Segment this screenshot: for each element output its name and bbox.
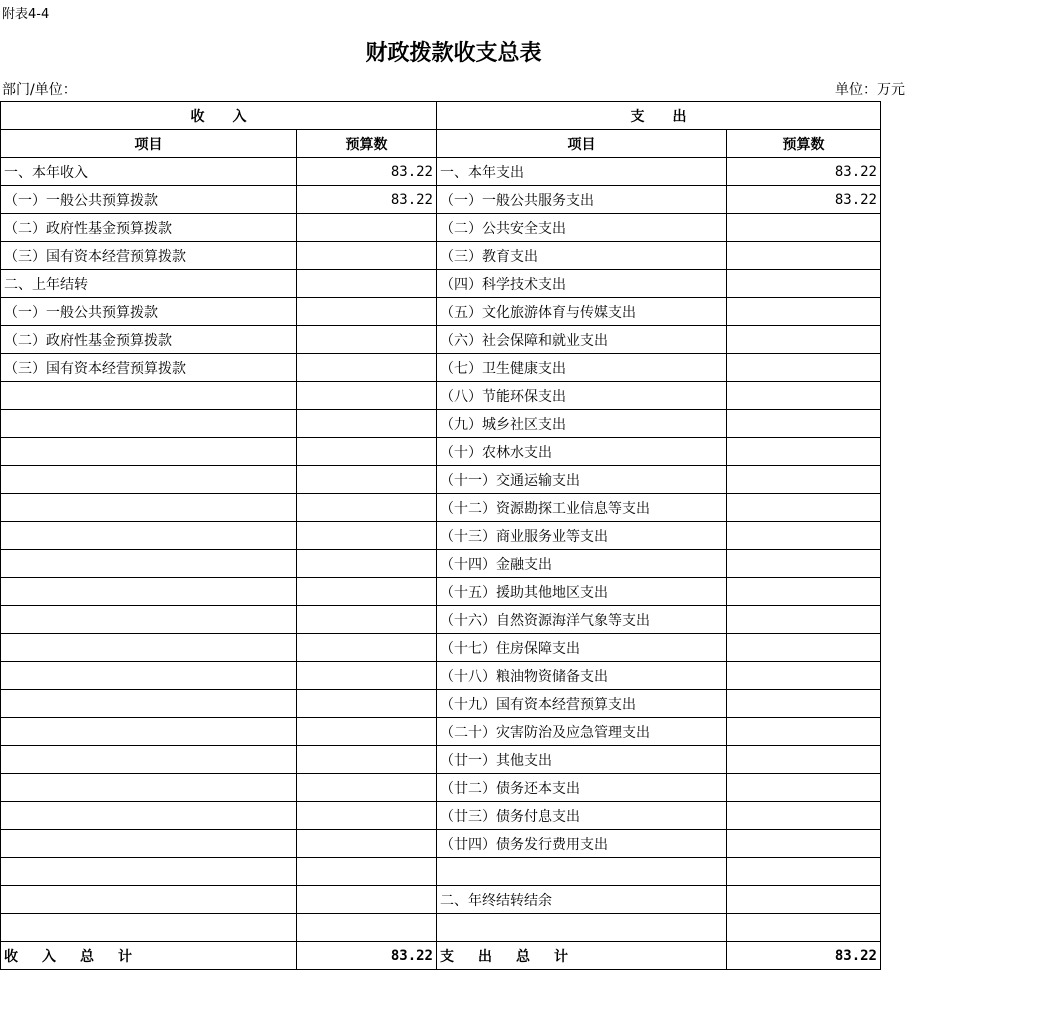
income-total-label: 收入总计 bbox=[1, 942, 297, 970]
income-value-cell bbox=[297, 298, 437, 326]
income-budget-col-header: 预算数 bbox=[297, 130, 437, 158]
expense-item-cell: （十一）交通运输支出 bbox=[437, 466, 727, 494]
income-value-cell bbox=[297, 438, 437, 466]
expense-item-cell bbox=[437, 858, 727, 886]
income-value-cell bbox=[297, 522, 437, 550]
income-value-cell bbox=[297, 578, 437, 606]
budget-table bbox=[0, 101, 881, 970]
page-title: 财政拨款收支总表 bbox=[365, 40, 542, 66]
expense-item-cell: （十四）金融支出 bbox=[437, 550, 727, 578]
income-item-cell bbox=[1, 410, 297, 438]
income-item-col-header: 项目 bbox=[1, 130, 297, 158]
expense-value-cell bbox=[727, 410, 881, 438]
expense-value-cell bbox=[727, 494, 881, 522]
expense-value-cell bbox=[727, 270, 881, 298]
income-item-cell: （二）政府性基金预算拨款 bbox=[1, 214, 297, 242]
income-value-cell bbox=[297, 886, 437, 914]
expense-header: 支 出 bbox=[437, 102, 881, 130]
income-header: 收 入 bbox=[1, 102, 437, 130]
income-value-cell bbox=[297, 550, 437, 578]
income-value-cell bbox=[297, 242, 437, 270]
expense-item-cell: （十）农林水支出 bbox=[437, 438, 727, 466]
income-item-cell bbox=[1, 830, 297, 858]
expense-value-cell bbox=[727, 690, 881, 718]
table-row bbox=[1, 858, 881, 886]
income-value-cell bbox=[297, 690, 437, 718]
table-row bbox=[1, 242, 881, 270]
income-value-cell bbox=[297, 634, 437, 662]
table-row bbox=[1, 214, 881, 242]
expense-item-cell: （廿三）债务付息支出 bbox=[437, 802, 727, 830]
income-item-cell bbox=[1, 774, 297, 802]
expense-item-cell: （三）教育支出 bbox=[437, 242, 727, 270]
table-row bbox=[1, 802, 881, 830]
income-value-cell bbox=[297, 214, 437, 242]
unit-label: 单位：万元 bbox=[835, 82, 905, 98]
income-value-cell bbox=[297, 606, 437, 634]
income-item-cell bbox=[1, 578, 297, 606]
table-row bbox=[1, 270, 881, 298]
department-label: 部门/单位： bbox=[2, 82, 77, 98]
expense-value-cell bbox=[727, 578, 881, 606]
expense-item-cell: 二、年终结转结余 bbox=[437, 886, 727, 914]
table-row bbox=[1, 354, 881, 382]
income-item-cell: （三）国有资本经营预算拨款 bbox=[1, 354, 297, 382]
income-item-cell: （二）政府性基金预算拨款 bbox=[1, 326, 297, 354]
table-row bbox=[1, 662, 881, 690]
table-row bbox=[1, 494, 881, 522]
expense-total-value: 83.22 bbox=[727, 942, 881, 970]
income-value-cell bbox=[297, 270, 437, 298]
income-item-cell bbox=[1, 494, 297, 522]
expense-item-cell: （十六）自然资源海洋气象等支出 bbox=[437, 606, 727, 634]
expense-item-cell: （五）文化旅游体育与传媒支出 bbox=[437, 298, 727, 326]
expense-item-cell: （廿四）债务发行费用支出 bbox=[437, 830, 727, 858]
expense-value-cell bbox=[727, 634, 881, 662]
income-item-cell bbox=[1, 438, 297, 466]
expense-item-cell: （十七）住房保障支出 bbox=[437, 634, 727, 662]
table-row bbox=[1, 746, 881, 774]
expense-item-cell: （七）卫生健康支出 bbox=[437, 354, 727, 382]
table-row bbox=[1, 410, 881, 438]
expense-item-cell: （二）公共安全支出 bbox=[437, 214, 727, 242]
income-value-cell bbox=[297, 410, 437, 438]
expense-value-cell bbox=[727, 858, 881, 886]
income-item-cell bbox=[1, 382, 297, 410]
income-item-cell bbox=[1, 858, 297, 886]
expense-item-cell: （二十）灾害防治及应急管理支出 bbox=[437, 718, 727, 746]
table-row bbox=[1, 158, 881, 186]
income-item-cell bbox=[1, 718, 297, 746]
income-total-value: 83.22 bbox=[297, 942, 437, 970]
income-value-cell bbox=[297, 802, 437, 830]
income-value-cell bbox=[297, 830, 437, 858]
expense-value-cell bbox=[727, 802, 881, 830]
expense-value-cell bbox=[727, 326, 881, 354]
expense-value-cell bbox=[727, 438, 881, 466]
expense-value-cell bbox=[727, 354, 881, 382]
table-row bbox=[1, 466, 881, 494]
expense-item-cell: （廿二）债务还本支出 bbox=[437, 774, 727, 802]
table-row bbox=[1, 886, 881, 914]
expense-value-cell: 83.22 bbox=[727, 186, 881, 214]
table-row bbox=[1, 382, 881, 410]
income-item-cell bbox=[1, 914, 297, 942]
table-row bbox=[1, 718, 881, 746]
table-row bbox=[1, 298, 881, 326]
table-row bbox=[1, 438, 881, 466]
expense-value-cell bbox=[727, 242, 881, 270]
income-item-cell bbox=[1, 690, 297, 718]
expense-value-cell: 83.22 bbox=[727, 158, 881, 186]
expense-value-cell bbox=[727, 466, 881, 494]
income-value-cell bbox=[297, 746, 437, 774]
expense-value-cell bbox=[727, 914, 881, 942]
income-item-cell bbox=[1, 550, 297, 578]
income-item-cell: （一）一般公共预算拨款 bbox=[1, 298, 297, 326]
expense-item-cell: （四）科学技术支出 bbox=[437, 270, 727, 298]
income-value-cell bbox=[297, 494, 437, 522]
expense-value-cell bbox=[727, 718, 881, 746]
table-row bbox=[1, 914, 881, 942]
expense-value-cell bbox=[727, 886, 881, 914]
income-value-cell: 83.22 bbox=[297, 158, 437, 186]
expense-value-cell bbox=[727, 382, 881, 410]
attachment-label: 附表4-4 bbox=[2, 7, 50, 22]
expense-total-label: 支出总计 bbox=[437, 942, 727, 970]
expense-value-cell bbox=[727, 522, 881, 550]
expense-budget-col-header: 预算数 bbox=[727, 130, 881, 158]
income-value-cell bbox=[297, 914, 437, 942]
expense-value-cell bbox=[727, 214, 881, 242]
expense-item-cell: （十五）援助其他地区支出 bbox=[437, 578, 727, 606]
expense-item-cell: （十三）商业服务业等支出 bbox=[437, 522, 727, 550]
income-value-cell bbox=[297, 858, 437, 886]
income-item-cell: （一）一般公共预算拨款 bbox=[1, 186, 297, 214]
expense-item-cell: （十八）粮油物资储备支出 bbox=[437, 662, 727, 690]
expense-value-cell bbox=[727, 830, 881, 858]
income-value-cell bbox=[297, 326, 437, 354]
income-item-cell: 一、本年收入 bbox=[1, 158, 297, 186]
income-value-cell bbox=[297, 382, 437, 410]
table-row bbox=[1, 186, 881, 214]
income-item-cell bbox=[1, 522, 297, 550]
table-row bbox=[1, 690, 881, 718]
expense-item-col-header: 项目 bbox=[437, 130, 727, 158]
income-item-cell bbox=[1, 886, 297, 914]
income-value-cell: 83.22 bbox=[297, 186, 437, 214]
expense-value-cell bbox=[727, 298, 881, 326]
expense-item-cell: （十九）国有资本经营预算支出 bbox=[437, 690, 727, 718]
expense-item-cell: （六）社会保障和就业支出 bbox=[437, 326, 727, 354]
table-row bbox=[1, 634, 881, 662]
income-item-cell bbox=[1, 662, 297, 690]
expense-item-cell: （一）一般公共服务支出 bbox=[437, 186, 727, 214]
table-row bbox=[1, 522, 881, 550]
income-value-cell bbox=[297, 354, 437, 382]
income-value-cell bbox=[297, 662, 437, 690]
expense-value-cell bbox=[727, 606, 881, 634]
expense-item-cell bbox=[437, 914, 727, 942]
expense-value-cell bbox=[727, 550, 881, 578]
income-value-cell bbox=[297, 718, 437, 746]
expense-item-cell: （廿一）其他支出 bbox=[437, 746, 727, 774]
income-item-cell bbox=[1, 802, 297, 830]
expense-value-cell bbox=[727, 774, 881, 802]
table-row bbox=[1, 774, 881, 802]
total-row bbox=[1, 942, 881, 970]
income-item-cell bbox=[1, 746, 297, 774]
expense-item-cell: （十二）资源勘探工业信息等支出 bbox=[437, 494, 727, 522]
table-row bbox=[1, 830, 881, 858]
expense-value-cell bbox=[727, 746, 881, 774]
table-row bbox=[1, 578, 881, 606]
expense-item-cell: （九）城乡社区支出 bbox=[437, 410, 727, 438]
income-value-cell bbox=[297, 466, 437, 494]
income-item-cell bbox=[1, 606, 297, 634]
table-row bbox=[1, 550, 881, 578]
table-row bbox=[1, 326, 881, 354]
income-item-cell bbox=[1, 634, 297, 662]
column-header-row bbox=[1, 130, 881, 158]
table-row bbox=[1, 606, 881, 634]
income-item-cell: 二、上年结转 bbox=[1, 270, 297, 298]
section-header-row bbox=[1, 102, 881, 130]
income-value-cell bbox=[297, 774, 437, 802]
income-item-cell bbox=[1, 466, 297, 494]
income-item-cell: （三）国有资本经营预算拨款 bbox=[1, 242, 297, 270]
expense-value-cell bbox=[727, 662, 881, 690]
expense-item-cell: 一、本年支出 bbox=[437, 158, 727, 186]
expense-item-cell: （八）节能环保支出 bbox=[437, 382, 727, 410]
